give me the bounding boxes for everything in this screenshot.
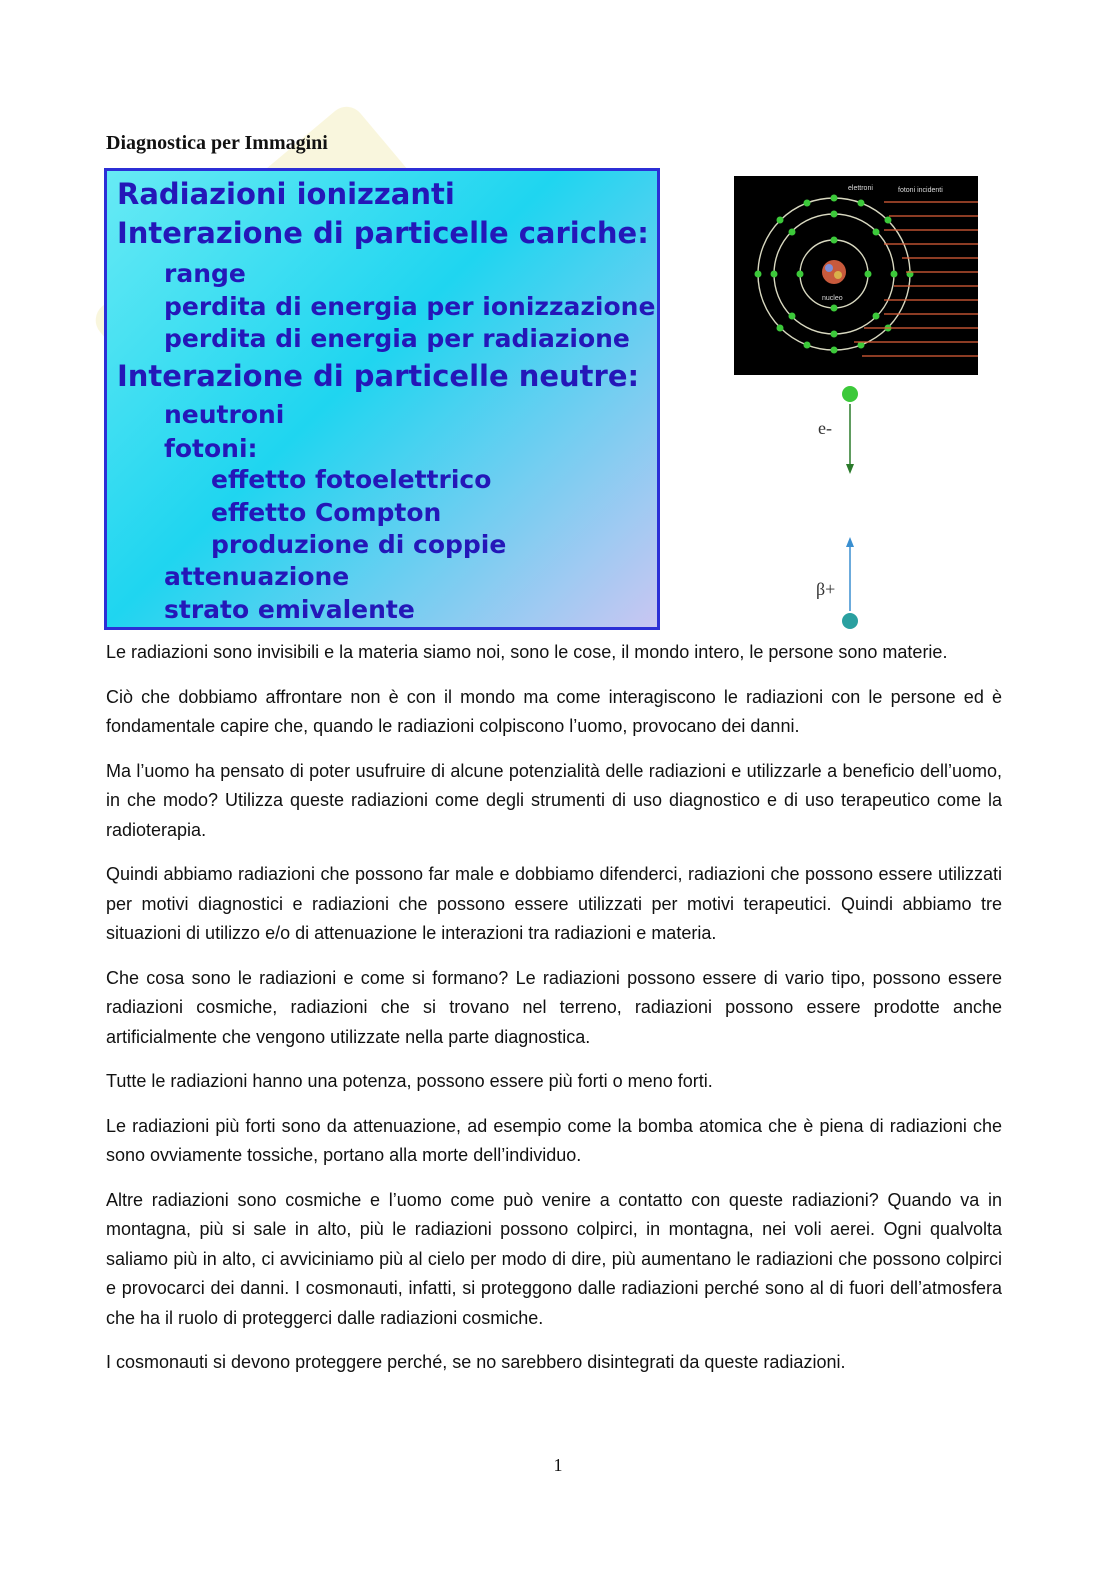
- label-electrons: elettroni: [848, 185, 873, 192]
- slide-subitem: produzione di coppie: [211, 530, 507, 559]
- body-text: [106, 638, 1002, 1393]
- paragraph: Le radiazioni sono invisibili e la materia siamo noi, sono le cose, il mondo intero, le persone sono materie.: [106, 642, 948, 662]
- atom-diagram: [734, 176, 978, 375]
- slide-item: neutroni: [164, 400, 285, 429]
- page-number: 1: [553, 1455, 563, 1475]
- slide-heading: Interazione di particelle neutre:: [117, 359, 640, 393]
- label-photons: fotoni incidenti: [898, 187, 943, 194]
- slide-item: perdita di energia per ionizzazione: [164, 292, 656, 321]
- electron-arrow: [812, 380, 860, 480]
- slide-item: perdita di energia per radiazione: [164, 324, 630, 353]
- paragraph: Quindi abbiamo radiazioni che possono far male e dobbiamo difenderci, radiazioni che possono essere utilizzati per motivi diagnostici e radiazioni che possono essere utilizzati per motivi terapeutici. Quindi abbiamo tre situazioni di utilizzo e/o di attenuazione le interazioni tra radiazioni e materia.: [106, 864, 1002, 943]
- slide-heading: Radiazioni ionizzanti: [117, 177, 455, 211]
- positron-label: β+: [816, 579, 836, 599]
- paragraph: Le radiazioni più forti sono da attenuazione, ad esempio come la bomba atomica che è piena di radiazioni che sono ovviamente tossiche, portano alla morte dell’individuo.: [106, 1115, 1002, 1165]
- page-title: Diagnostica per Immagini: [106, 132, 328, 154]
- paragraph: Tutte le radiazioni hanno una potenza, possono essere più forti o meno forti.: [106, 1071, 713, 1091]
- slide-heading: Interazione di particelle cariche:: [117, 216, 649, 250]
- nucleus: [822, 260, 846, 284]
- paragraph: Ciò che dobbiamo affrontare non è con il mondo ma come interagiscono le radiazioni con le persone ed è fondamentale capire che, quando le radiazioni colpiscono l’uomo, provocano dei danni.: [106, 686, 1002, 736]
- slide-item: strato emivalente: [164, 595, 415, 624]
- label-nucleus: nucleo: [822, 295, 843, 302]
- slide-item: fotoni:: [164, 434, 258, 463]
- positron-arrow: [812, 535, 860, 635]
- slide-subitem: effetto fotoelettrico: [211, 465, 492, 494]
- slide-item: range: [164, 259, 246, 288]
- slide-subitem: effetto Compton: [211, 498, 442, 527]
- slide-image: [104, 168, 660, 630]
- slide-item: attenuazione: [164, 562, 350, 591]
- paragraph: Altre radiazioni sono cosmiche e l’uomo come può venire a contatto con queste radiazioni? Quando va in montagna, più si sale in alto, più le radiazioni possono colpirci, in montagna, nei voli aerei. Ogni qualvolta saliamo più in alto, ci avviciniamo più al cielo per modo di dire, più aumentano le radiazioni che possono colpirci e provocarci dei danni. I cosmonauti, infatti, si proteggono dalle radiazioni perché sono al di fuori dell’atmosfera che ha il ruolo di proteggerci dalle radiazioni cosmiche.: [106, 1189, 1002, 1328]
- paragraph: Che cosa sono le radiazioni e come si formano? Le radiazioni possono essere di vario tipo, possono essere radiazioni cosmiche, radiazioni che si trovano nel terreno, radiazioni possono essere prodotte anche artificialmente che vengono utilizzate nella parte diagnostica.: [106, 967, 1002, 1047]
- paragraph: Ma l’uomo ha pensato di poter usufruire di alcune potenzialità delle radiazioni e utilizzarle a beneficio dell’uomo, in che modo? Utilizza queste radiazioni come degli strumenti di uso diagnostico e di uso terapeutico come la radioterapia.: [106, 760, 1002, 840]
- electron-label: e-: [818, 418, 832, 438]
- paragraph: I cosmonauti si devono proteggere perché, se no sarebbero disintegrati da queste radiazioni.: [106, 1352, 846, 1372]
